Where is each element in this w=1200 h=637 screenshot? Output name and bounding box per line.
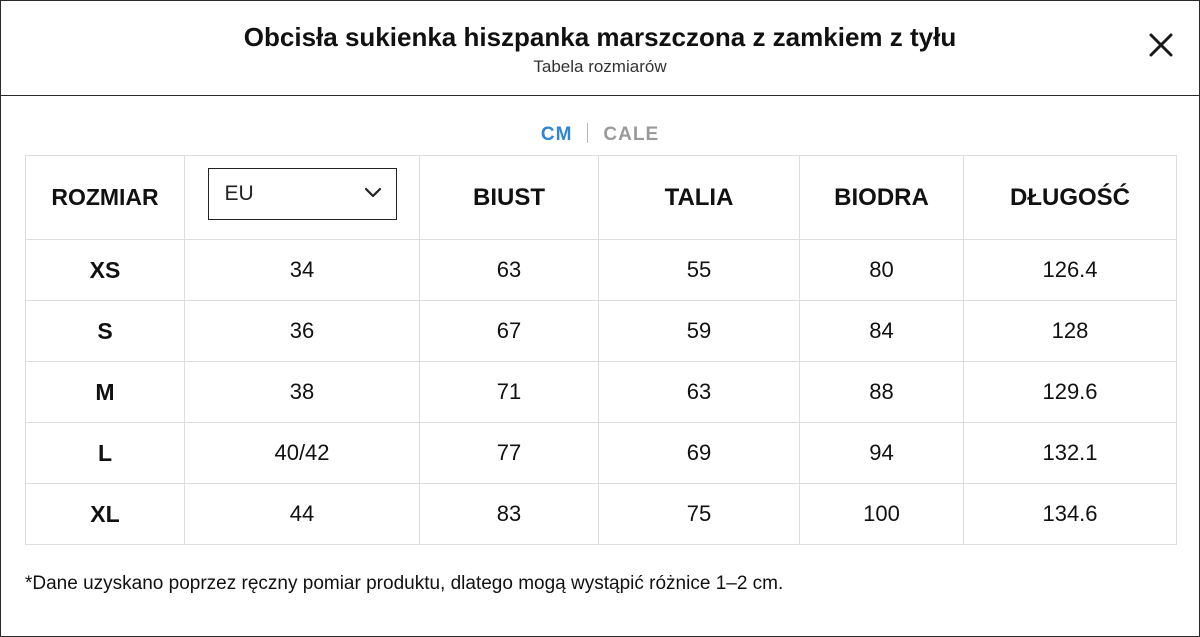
cell-waist: 55: [599, 240, 800, 301]
cell-eu: 40/42: [185, 423, 420, 484]
cell-hips: 80: [800, 240, 964, 301]
cell-length: 128: [964, 301, 1177, 362]
cell-eu: 44: [185, 484, 420, 545]
cell-length: 132.1: [964, 423, 1177, 484]
unit-inches-button[interactable]: CALE: [603, 124, 660, 145]
cell-bust: 71: [420, 362, 599, 423]
table-row: [26, 240, 1177, 301]
cell-hips: 88: [800, 362, 964, 423]
cell-eu: 36: [185, 301, 420, 362]
table-header-row: [26, 156, 1177, 240]
header-hips: BIODRA: [800, 156, 964, 240]
cell-size: S: [26, 301, 185, 362]
modal-title: Obcisła sukienka hiszpanka marszczona z zamkiem z tyłu: [243, 22, 957, 52]
size-table: [25, 155, 1177, 545]
table-row: [26, 423, 1177, 484]
cell-size: M: [26, 362, 185, 423]
cell-waist: 69: [599, 423, 800, 484]
cell-length: 134.6: [964, 484, 1177, 545]
measurement-footnote: *Dane uzyskano poprzez ręczny pomiar produktu, dlatego mogą wystąpić różnice 1–2 cm.: [25, 573, 784, 594]
cell-bust: 77: [420, 423, 599, 484]
cell-waist: 75: [599, 484, 800, 545]
close-icon: [1143, 27, 1179, 63]
header-waist: TALIA: [599, 156, 800, 240]
cell-size: XL: [26, 484, 185, 545]
region-select[interactable]: [208, 168, 397, 220]
cell-waist: 63: [599, 362, 800, 423]
table-row: [26, 301, 1177, 362]
region-select-value: EU: [224, 182, 254, 205]
table-row: [26, 484, 1177, 545]
header-length: DŁUGOŚĆ: [964, 156, 1177, 240]
header-region: [185, 156, 420, 240]
cell-bust: 83: [420, 484, 599, 545]
cell-hips: 100: [800, 484, 964, 545]
cell-bust: 63: [420, 240, 599, 301]
cell-waist: 59: [599, 301, 800, 362]
cell-length: 129.6: [964, 362, 1177, 423]
unit-separator: [587, 123, 588, 143]
table-row: [26, 362, 1177, 423]
cell-length: 126.4: [964, 240, 1177, 301]
unit-toggle: [1, 123, 1199, 146]
unit-cm-button[interactable]: CM: [540, 124, 573, 145]
cell-eu: 34: [185, 240, 420, 301]
cell-size: L: [26, 423, 185, 484]
header-size: ROZMIAR: [26, 156, 185, 240]
cell-hips: 94: [800, 423, 964, 484]
chevron-down-icon: [364, 187, 382, 199]
modal-subtitle: Tabela rozmiarów: [533, 57, 667, 76]
modal-header: [1, 1, 1199, 96]
header-bust: BIUST: [420, 156, 599, 240]
cell-eu: 38: [185, 362, 420, 423]
close-button[interactable]: [1143, 27, 1179, 63]
cell-hips: 84: [800, 301, 964, 362]
cell-bust: 67: [420, 301, 599, 362]
cell-size: XS: [26, 240, 185, 301]
